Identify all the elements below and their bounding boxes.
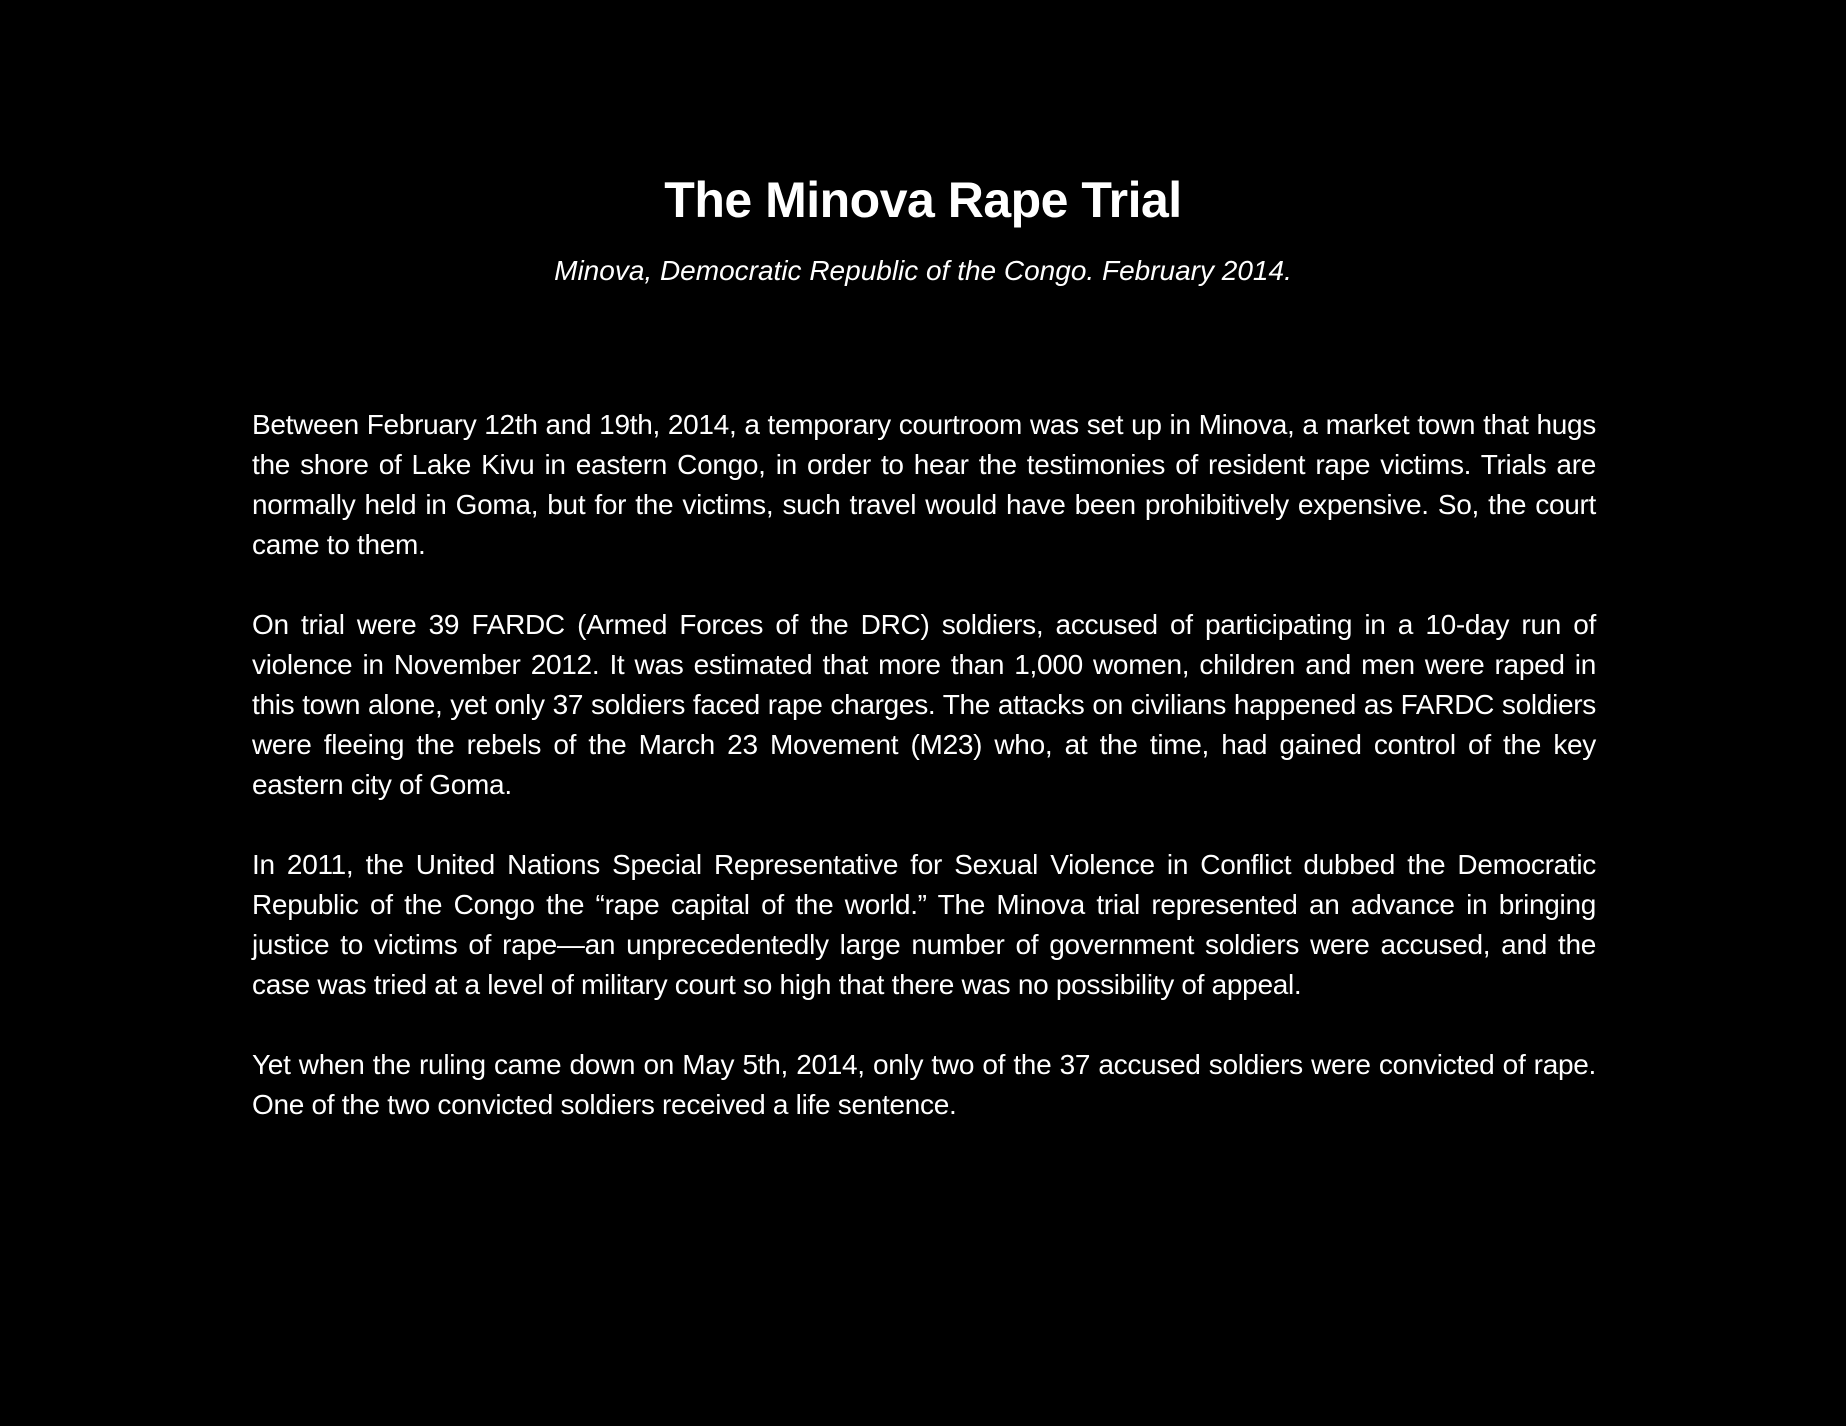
paragraph-3: In 2011, the United Nations Special Representative for Sexual Violence in Conflict dubbed the Democratic Republic of the Congo the “rape capital of the world.” The Minova trial represented an advance in bringing justice to victims of rape—an unprecedentedly large number of government soldiers were accused, and the case was tried at a level of military court so high that there was no possibility of appeal. xyxy=(252,849,1596,1000)
document-subtitle: Minova, Democratic Republic of the Congo. February 2014. xyxy=(554,255,1292,286)
document-body xyxy=(252,405,1596,1165)
paragraph-4: Yet when the ruling came down on May 5th, 2014, only two of the 37 accused soldiers were convicted of rape. One of the two convicted soldiers received a life sentence. xyxy=(252,1049,1596,1120)
paragraph-2: On trial were 39 FARDC (Armed Forces of the DRC) soldiers, accused of participating in a 10-day run of violence in November 2012. It was estimated that more than 1,000 women, children and men were raped in this town alone, yet only 37 soldiers faced rape charges. The attacks on civilians happened as FARDC soldiers were fleeing the rebels of the March 23 Movement (M23) who, at the time, had gained control of the key eastern city of Goma. xyxy=(252,609,1596,800)
document-title: The Minova Rape Trial xyxy=(664,172,1182,228)
paragraph-1: Between February 12th and 19th, 2014, a temporary courtroom was set up in Minova, a market town that hugs the shore of Lake Kivu in eastern Congo, in order to hear the testimonies of resident rape victims. Trials are normally held in Goma, but for the victims, such travel would have been prohibitively expensive. So, the court came to them. xyxy=(252,409,1596,560)
